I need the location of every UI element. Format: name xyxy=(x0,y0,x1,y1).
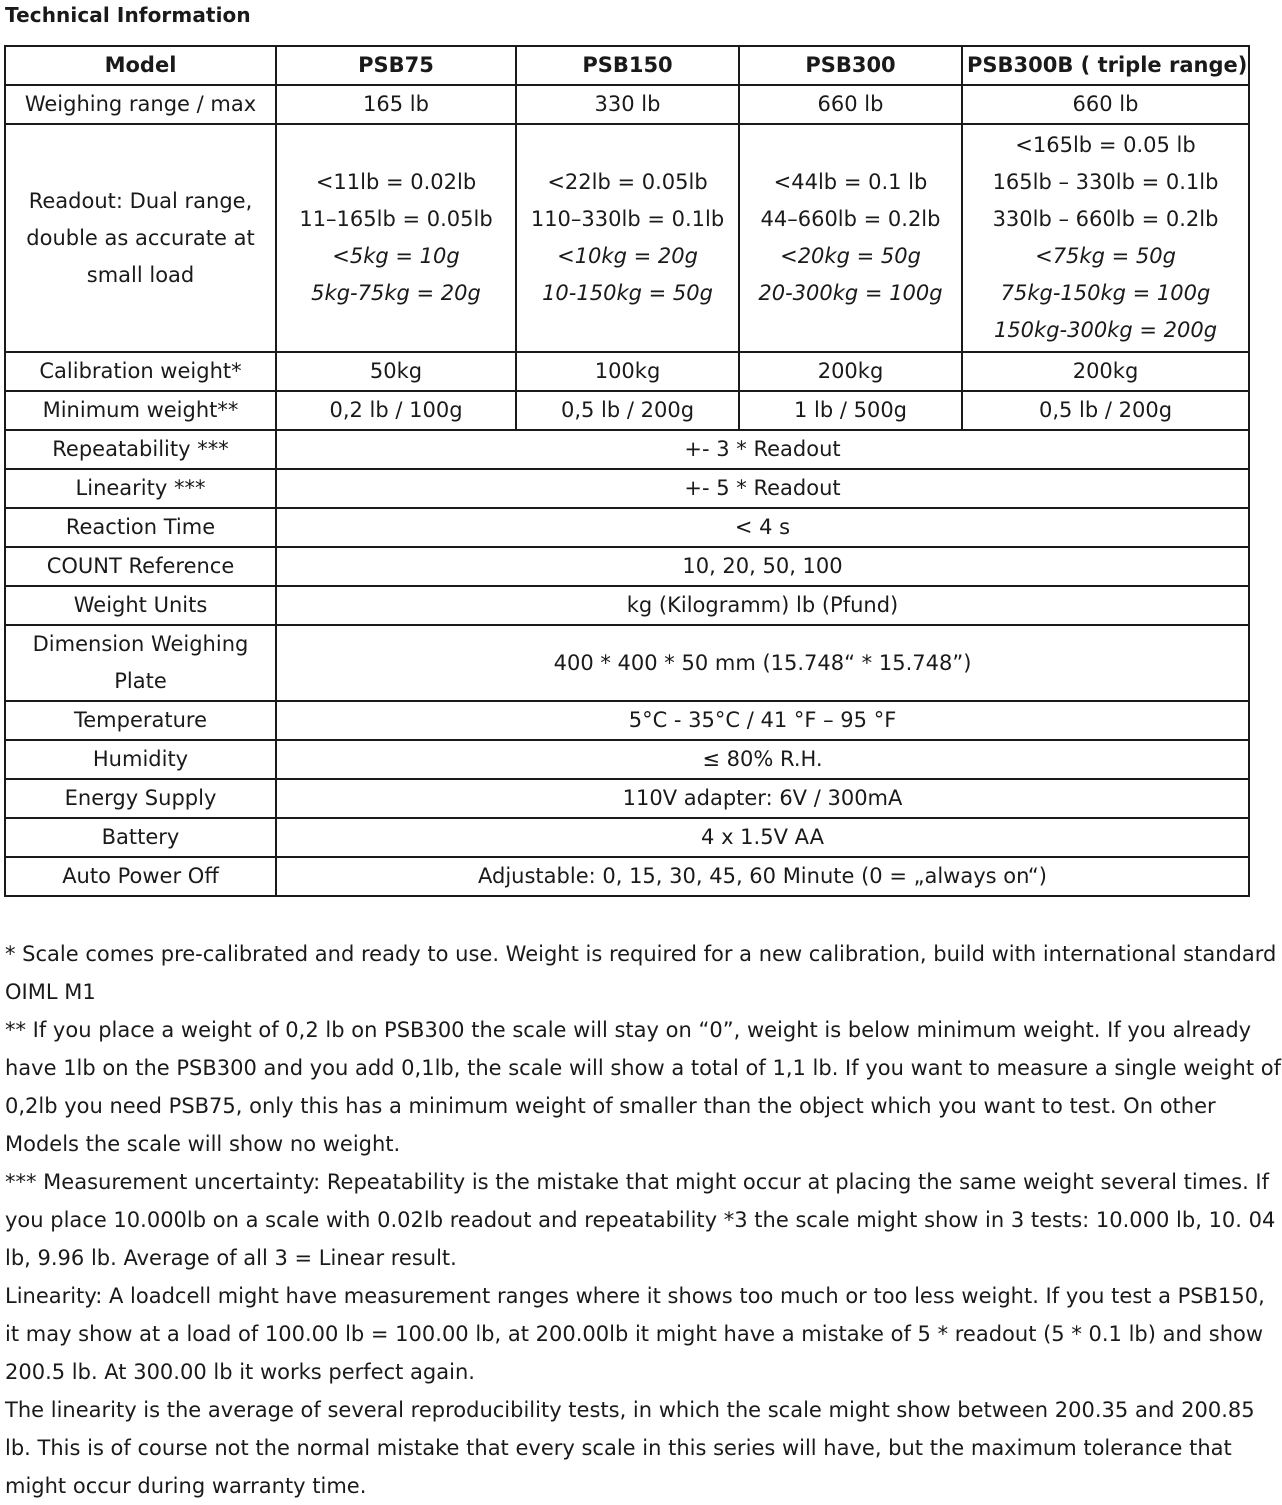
row-label: Repeatability *** xyxy=(5,430,276,469)
footnote-uncertainty: *** Measurement uncertainty: Repeatability is the mistake that might occur at placing the same weight several times. If you place 10.000lb on a scale with 0.02lb readout and repeatability *3 the scale might show in 3 tests: 10.000 lb, 10. 04 lb, 9.96 lb. Average of all 3 = Linear result. xyxy=(5,1170,1276,1270)
header-psb300: PSB300 xyxy=(739,46,962,85)
readout-cell xyxy=(739,124,962,352)
row-label: Auto Power Off xyxy=(5,857,276,896)
table-cell: 660 lb xyxy=(739,85,962,124)
readout-line: 5kg-75kg = 20g xyxy=(311,281,481,305)
readout-line: <10kg = 20g xyxy=(557,244,698,268)
header-model: Model xyxy=(5,46,276,85)
readout-line: 44–660lb = 0.2lb xyxy=(760,207,941,231)
table-row xyxy=(5,430,1249,469)
table-header-row xyxy=(5,46,1249,85)
readout-line: <11lb = 0.02lb xyxy=(315,170,477,194)
table-cell: 1 lb / 500g xyxy=(739,391,962,430)
readout-line: <165lb = 0.05 lb xyxy=(1015,133,1196,157)
table-cell: 10, 20, 50, 100 xyxy=(276,547,1249,586)
table-cell: < 4 s xyxy=(276,508,1249,547)
header-psb150: PSB150 xyxy=(516,46,739,85)
readout-line: 150kg-300kg = 200g xyxy=(993,318,1218,342)
row-label: COUNT Reference xyxy=(5,547,276,586)
table-row xyxy=(5,85,1249,124)
table-row xyxy=(5,547,1249,586)
table-row xyxy=(5,352,1249,391)
footnote-linearity: Linearity: A loadcell might have measurement ranges where it shows too much or too less weight. If you test a PSB150, it may show at a load of 100.00 lb = 100.00 lb, at 200.00lb it might have a mistake of 5 * readout (5 * 0.1 lb) and show 200.5 lb. At 300.00 lb it works perfect again. xyxy=(5,1284,1265,1384)
row-label: Minimum weight** xyxy=(5,391,276,430)
table-cell: 660 lb xyxy=(962,85,1249,124)
table-cell: 200kg xyxy=(739,352,962,391)
table-cell: ≤ 80% R.H. xyxy=(276,740,1249,779)
row-label: Energy Supply xyxy=(5,779,276,818)
footnote-linearity-average: The linearity is the average of several reproducibility tests, in which the scale might show between 200.35 and 200.85 lb. This is of course not the normal mistake that every scale in this series will have, but the maximum tolerance that might occur during warranty time. xyxy=(5,1398,1255,1498)
table-row xyxy=(5,469,1249,508)
table-cell: 50kg xyxy=(276,352,516,391)
table-cell: 5°C - 35°C / 41 °F – 95 °F xyxy=(276,701,1249,740)
table-row xyxy=(5,779,1249,818)
table-cell: 110V adapter: 6V / 300mA xyxy=(276,779,1249,818)
table-row xyxy=(5,508,1249,547)
readout-line: 330lb – 660lb = 0.2lb xyxy=(992,207,1219,231)
table-row xyxy=(5,818,1249,857)
table-cell: Adjustable: 0, 15, 30, 45, 60 Minute (0 = „always on“) xyxy=(276,857,1249,896)
readout-line: <5kg = 10g xyxy=(332,244,460,268)
page-title: Technical Information xyxy=(5,3,251,27)
row-label: Weighing range / max xyxy=(5,85,276,124)
table-row xyxy=(5,740,1249,779)
table-cell: 400 * 400 * 50 mm (15.748“ * 15.748”) xyxy=(276,625,1249,701)
table-cell: 165 lb xyxy=(276,85,516,124)
readout-line: 165lb – 330lb = 0.1lb xyxy=(992,170,1219,194)
row-label: Humidity xyxy=(5,740,276,779)
readout-cell xyxy=(962,124,1249,352)
footnote-calibration: * Scale comes pre-calibrated and ready to use. Weight is required for a new calibration, build with international standard OIML M1 xyxy=(5,942,1277,1004)
readout-line: 10-150kg = 50g xyxy=(542,281,713,305)
readout-line: 75kg-150kg = 100g xyxy=(1000,281,1211,305)
table-cell: +- 5 * Readout xyxy=(276,469,1249,508)
table-cell: 0,2 lb / 100g xyxy=(276,391,516,430)
table-cell: 4 x 1.5V AA xyxy=(276,818,1249,857)
table-row xyxy=(5,857,1249,896)
row-label: Temperature xyxy=(5,701,276,740)
spec-table xyxy=(4,45,1250,897)
table-cell: kg (Kilogramm) lb (Pfund) xyxy=(276,586,1249,625)
readout-line: 110–330lb = 0.1lb xyxy=(530,207,725,231)
row-label: Dimension Weighing Plate xyxy=(5,625,276,701)
header-psb300b: PSB300B ( triple range) xyxy=(962,46,1249,85)
table-row xyxy=(5,391,1249,430)
table-cell: 100kg xyxy=(516,352,739,391)
readout-line: <20kg = 50g xyxy=(780,244,921,268)
readout-line: <75kg = 50g xyxy=(1035,244,1176,268)
row-label: Readout: Dual range, double as accurate at small load xyxy=(5,124,276,352)
row-label: Linearity *** xyxy=(5,469,276,508)
table-row xyxy=(5,701,1249,740)
footnote-minimum-weight: ** If you place a weight of 0,2 lb on PSB300 the scale will stay on “0”, weight is below minimum weight. If you already have 1lb on the PSB300 and you add 0,1lb, the scale will show a total of 1,1 lb. If you want to measure a single weight of 0,2lb you need PSB75, only this has a minimum weight of smaller than the object which you want to test. On other Models the scale will show no weight. xyxy=(5,1018,1281,1156)
readout-line: <22lb = 0.05lb xyxy=(547,170,708,194)
table-cell: 200kg xyxy=(962,352,1249,391)
readout-line: 20-300kg = 100g xyxy=(758,281,943,305)
table-cell: 0,5 lb / 200g xyxy=(516,391,739,430)
row-label: Weight Units xyxy=(5,586,276,625)
readout-cell xyxy=(516,124,739,352)
table-row xyxy=(5,586,1249,625)
table-row xyxy=(5,625,1249,701)
header-psb75: PSB75 xyxy=(276,46,516,85)
table-cell: 0,5 lb / 200g xyxy=(962,391,1249,430)
readout-cell xyxy=(276,124,516,352)
row-label: Calibration weight* xyxy=(5,352,276,391)
table-cell: +- 3 * Readout xyxy=(276,430,1249,469)
readout-line: 11–165lb = 0.05lb xyxy=(299,207,493,231)
row-label: Battery xyxy=(5,818,276,857)
row-label: Reaction Time xyxy=(5,508,276,547)
footnotes xyxy=(5,935,1281,1505)
table-row-readout xyxy=(5,124,1249,352)
table-cell: 330 lb xyxy=(516,85,739,124)
readout-line: <44lb = 0.1 lb xyxy=(773,170,928,194)
